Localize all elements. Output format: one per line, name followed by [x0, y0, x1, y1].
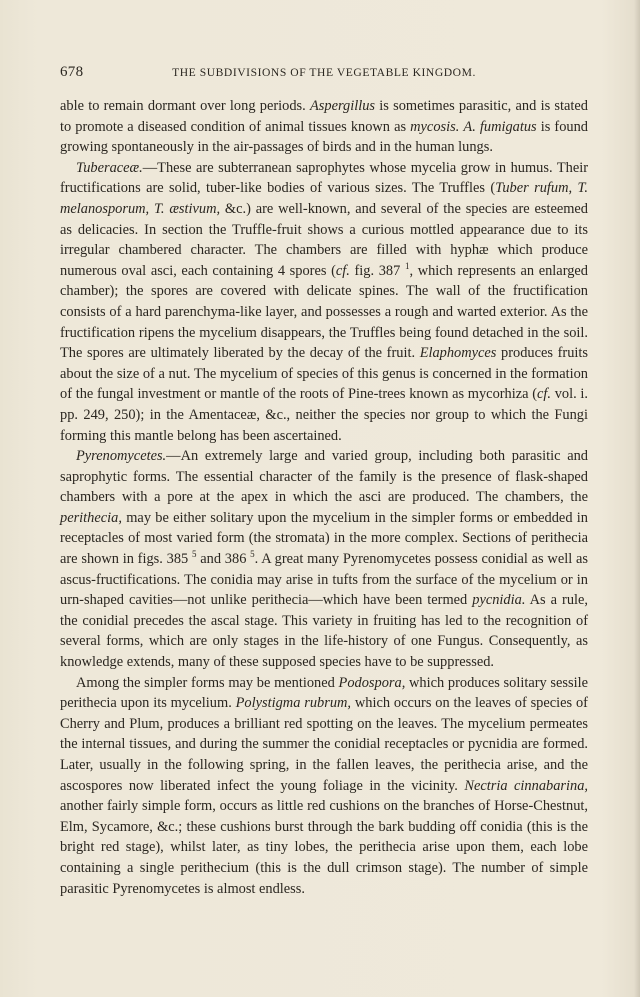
text-run: vol. i. pp. 249, 250); in the Amentaceæ, &c., neither the species nor group to which the Fungi forming this mantle belong has been ascertained.: [60, 386, 589, 444]
italic-term: Aspergillus: [309, 98, 376, 114]
paragraph-pyrenomycetes: [60, 446, 588, 673]
text-run: and 386: [196, 551, 251, 568]
text-run: As a rule, the conidial precedes the ascal stage. This variety in fruiting has led to the recognition of several forms, which are only stages in the life-history of one Fungus. Consequently, as knowledge extends, many of these supposed species have to be suppressed.: [60, 592, 588, 671]
text-run: able to remain dormant over long periods.: [60, 98, 310, 114]
text-run: is found growing spontaneously in the air-passages of birds and in the human lungs.: [60, 118, 589, 156]
text-run: which produces solitary sessile perithecia upon its mycelium.: [60, 674, 588, 712]
text-run: which occurs on the leaves of species of Cherry and Plum, produces a brilliant red spotting on the leaves. The mycelium permeates the internal tissues, and during the summer the conidial receptacles or pycnidia are formed. Later, usually in the following spring, in the fallen leaves, the perithecia arise, and the ascospores now liberated infect the young foliage in the vicinity.: [60, 695, 588, 794]
text-run: —An extremely large and varied group, including both parasitic and saprophytic forms. The essential character of the family is the presence of flask-shaped chambers with a pore at the apex in which the asci are produced. The chambers, the: [60, 448, 588, 506]
italic-term: Elaphomyces: [419, 345, 497, 362]
figure-reference-superscript: 5: [250, 549, 255, 560]
text-run: is sometimes parasitic, and is stated to promote a diseased condition of animal tissues known as: [60, 98, 588, 135]
italic-term: Tuberaceæ.: [76, 159, 143, 176]
figure-reference-superscript: 1: [404, 260, 410, 271]
text-run: , which represents an enlarged chamber); the spores are covered with delicate spines. The wall of the fructification consists of a hard parenchyma-like layer, and possesses a rough and warted exterior. As the fructification ripens the mycelium disappears, the Truffles being found detached in the soil. The spores are ultimately liberated by the decay of the fruit.: [60, 262, 589, 362]
text-run: produces fruits about the size of a nut. The mycelium of species of this genus is concerned in the formation of the fungal investment or mantle of the roots of Pine-trees known as mycorhiza (: [60, 345, 588, 403]
running-title: THE SUBDIVISIONS OF THE VEGETABLE KINGDOM.: [172, 66, 476, 79]
italic-term: cf.: [335, 262, 350, 279]
page-header: [60, 64, 588, 84]
italic-term: perithecia,: [60, 509, 122, 526]
italic-term: Pyrenomycetes.: [76, 448, 167, 465]
italic-term: Tuber rufum, T. melanosporum, T. æstivum,: [60, 180, 588, 217]
paragraph-aspergillus: [60, 96, 588, 158]
text-run: fig. 387: [349, 262, 405, 279]
page-number: 678: [60, 64, 84, 80]
body-text: [60, 96, 588, 899]
text-run: . A great many Pyrenomycetes possess conidial as well as ascus-fructifications. The conidia may arise in tufts from the surface of the mycelium or in urn-shaped cavities—not unlike perithecia—which have been termed: [60, 551, 588, 609]
text-run: another fairly simple form, occurs as little red cushions on the branches of Horse-Chestnut, Elm, Sycamore, &c.; these cushions burst through the bark budding off conidia (this is the bright red stage), whilst later, as tiny lobes, the perithecia arise upon them, each lobe containing a single perithecium (this is the dull crimson stage). The number of simple parasitic Pyrenomycetes is almost endless.: [60, 798, 588, 897]
page-edge-shadow: [634, 0, 640, 997]
italic-term: A. fumigatus: [463, 118, 537, 135]
italic-term: Polystigma rubrum,: [235, 695, 352, 712]
text-run: Among the simpler forms may be mentioned: [76, 674, 339, 691]
italic-term: cf.: [537, 386, 552, 403]
text-run: &c.) are well-known, and several of the species are esteemed as delicacies. In section the Truffle-fruit shows a curious mottled appearance due to its irregular chambered character. The chambers are filled with hyphæ which produce numerous oval asci, each containing 4 spores (: [60, 200, 589, 279]
figure-reference-superscript: 5: [191, 549, 197, 560]
paragraph-simpler-forms: [60, 673, 588, 900]
italic-term: pycnidia.: [472, 592, 526, 609]
italic-term: Podospora,: [338, 674, 406, 691]
italic-term: mycosis.: [410, 118, 460, 135]
text-run: may be either solitary upon the mycelium in the simpler forms or embedded in receptacles of most varied form (the stromata) in the more complex. Sections of perithecia are shown in figs. 385: [60, 509, 588, 568]
italic-term: Nectria cinnabarina,: [464, 777, 588, 794]
paragraph-tuberaceae: [60, 158, 588, 446]
text-run: —These are subterranean saprophytes whose mycelia grow in humus. Their fructifications are solid, tuber-like bodies of various sizes. The Truffles (: [60, 159, 588, 197]
